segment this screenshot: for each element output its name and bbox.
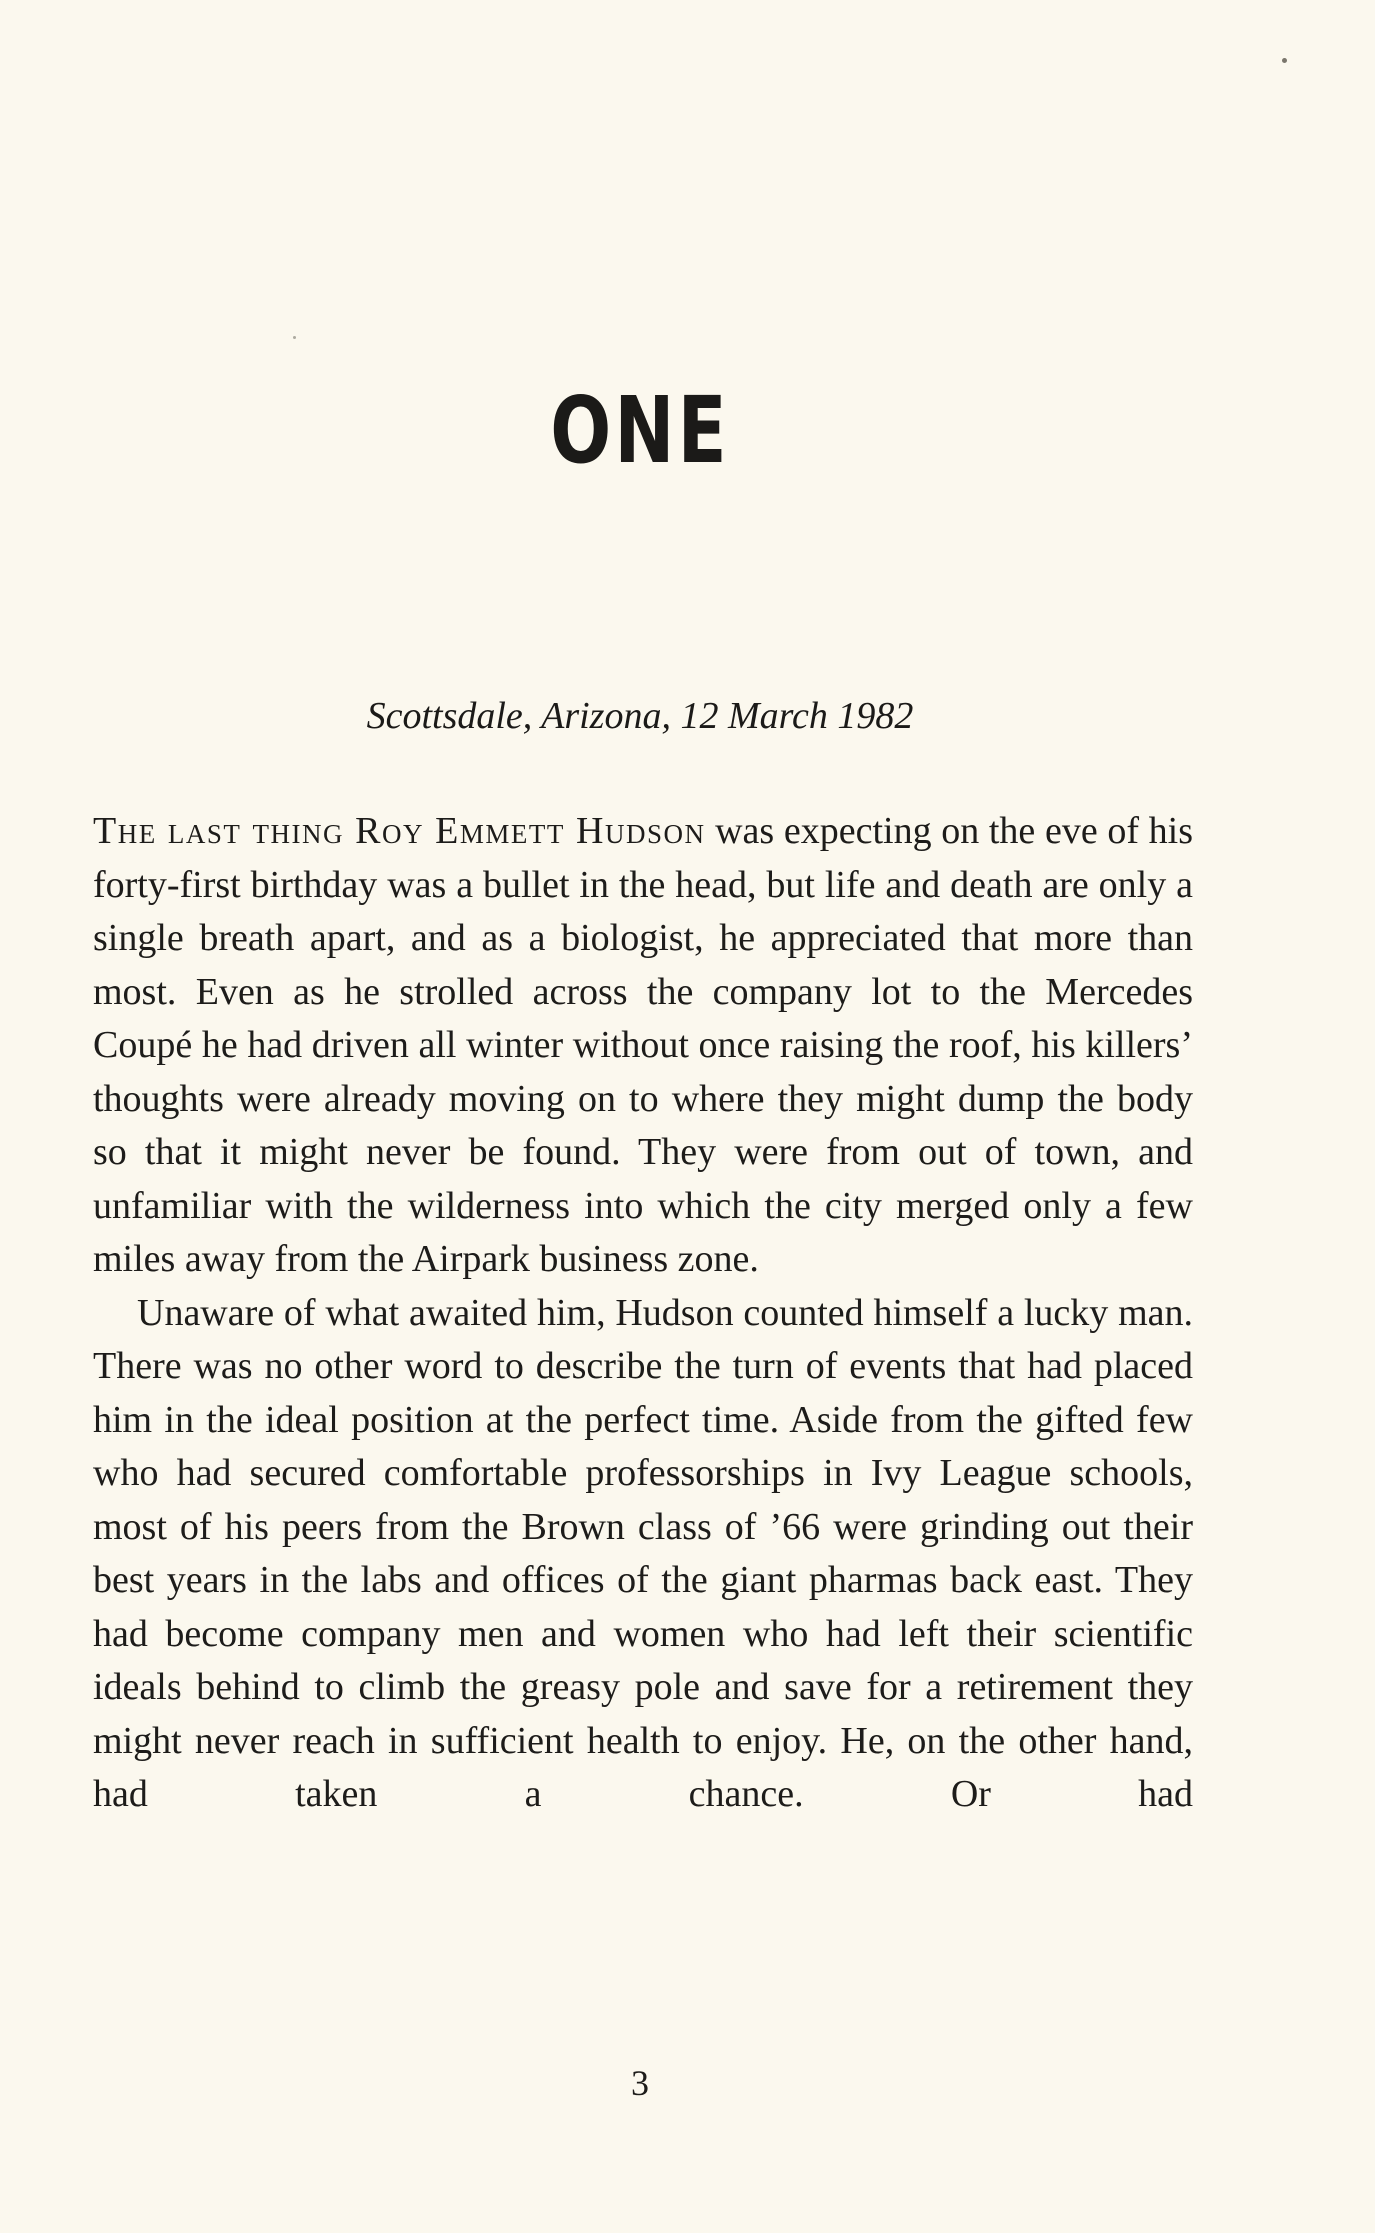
chapter-dateline: Scottsdale, Arizona, 12 March 1982 <box>366 695 914 737</box>
chapter-title: ONE <box>550 377 730 484</box>
paragraph-lead-in: The last thing Roy Emmett Hudson <box>93 810 706 852</box>
page-speck <box>293 336 296 339</box>
body-text <box>93 805 1193 1822</box>
paragraph-2-text: Unaware of what awaited him, Hudson counted himself a lucky man. There was no other word to describe the turn of events that had placed him in the ideal position at the perfect time. Aside from the gifted few who had secured comfortable professorships in Ivy League schools, most of his peers from the Brown class of ’66 were grinding out their best years in the labs and offices of the giant pharmas back east. They had become company men and women who had left their scientific ideals behind to climb the greasy pole and save for a retirement they might never reach in sufficient health to enjoy. He, on the other hand, had taken a chance. Or had <box>93 1291 1193 1815</box>
paragraph-2 <box>93 1287 1193 1822</box>
page-number: 3 <box>631 2063 649 2103</box>
page-speck <box>1282 58 1287 63</box>
paragraph-1-text: was expecting on the eve of his forty-first birthday was a bullet in the head, but life and death are only a single breath apart, and as a biologist, he appreciated that more than most. Even as he strolled across the company lot to the Mercedes Coupé he had driven all winter without once raising the roof, his killers’ thoughts were already moving on to where they might dump the body so that it might never be found. They were from out of town, and unfamiliar with the wilderness into which the city merged only a few miles away from the Airpark business zone. <box>93 810 1193 1280</box>
paragraph-1 <box>93 805 1193 1287</box>
